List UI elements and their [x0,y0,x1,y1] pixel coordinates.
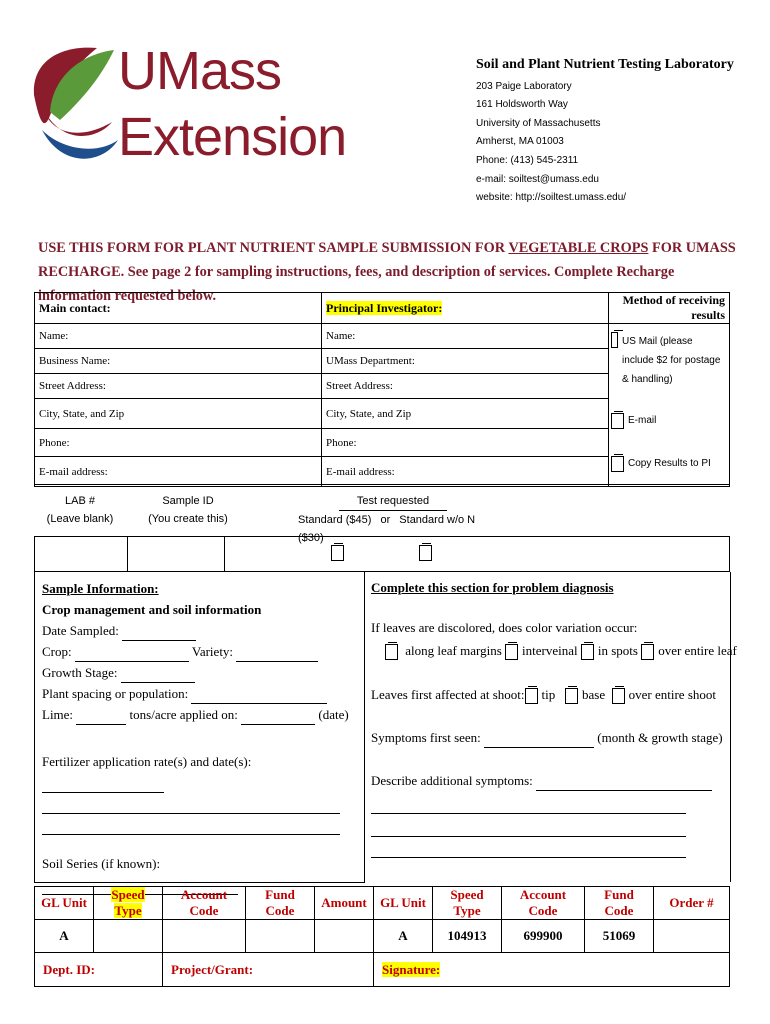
us-mail-option[interactable] [611,332,725,389]
gl-unit-cell[interactable]: A [35,920,94,953]
gl-unit-header-2: GL Unit [374,887,433,920]
sample-id-header [130,492,246,528]
pi-street-address-field[interactable]: Street Address: [322,374,609,399]
website-line: website: http://soiltest.umass.edu/ [476,192,627,204]
fund-code-header-2: Fund Code [585,887,654,920]
pi-email-field[interactable]: E-mail address: [322,457,609,487]
base-label: base [582,687,606,702]
tip-label: tip [541,687,556,702]
month-growth-hint: (month & growth stage) [597,730,723,745]
lime-date-line[interactable] [241,724,315,725]
variety-label: Variety: [191,644,234,659]
sample-entry-row [34,536,730,572]
amount-header: Amount [315,887,374,920]
describe-line[interactable] [536,790,712,791]
date-hint: (date) [318,707,349,722]
sample-info-title: Sample Information: [42,581,159,596]
growth-stage-row[interactable] [42,662,358,683]
describe-line-4[interactable] [371,837,686,858]
describe-row[interactable] [371,770,726,791]
account-code-header: Account Code [163,887,246,920]
dept-id-label: Dept. ID: [43,961,95,977]
lab-title: Soil and Plant Nutrient Testing Laboratory [476,57,734,72]
leaf-margins-checkbox[interactable] [385,644,398,660]
lab-address-block [476,56,734,208]
lab-number-header [34,492,126,528]
project-grant-cell[interactable] [163,953,374,987]
interveinal-label: interveinal [522,643,578,658]
interveinal-checkbox[interactable] [505,644,518,660]
copy-pi-option[interactable] [611,454,725,473]
lime-label: Lime: [42,707,74,722]
speed-type-header-2: Speed Type [433,887,502,920]
date-sampled-label: Date Sampled: [42,623,119,638]
account-code-header-2: Account Code [502,887,585,920]
fund-code-cell[interactable] [246,920,315,953]
fund-code-cell-2[interactable]: 51069 [585,920,654,953]
address-line: 161 Holdsworth Way [476,99,568,111]
logo-text-extension: Extension [118,107,347,167]
lime-rate-line[interactable] [76,724,126,725]
us-mail-checkbox[interactable] [611,332,618,348]
shoot-question-row [371,684,726,705]
fertilizer-line-2[interactable] [42,793,340,814]
soil-series-label: Soil Series (if known): [42,856,161,871]
amount-cell[interactable] [315,920,374,953]
address-line: University of Massachusetts [476,117,601,129]
symptoms-line[interactable] [484,747,594,748]
email-line: e-mail: soiltest@umass.edu [476,173,599,185]
email-checkbox[interactable] [611,413,624,429]
fertilizer-line-3[interactable] [42,814,340,835]
intro-text-2: FOR UMASS RECHARGE. See page 2 for sampling instructions, fees, and description of services. Complete Recharge information requested below. [38,240,736,304]
or-label: or [380,514,391,526]
business-name-field[interactable]: Business Name: [35,349,322,374]
entire-leaf-checkbox[interactable] [641,644,654,660]
speed-type-label: Speed Type [111,887,145,918]
account-code-cell-2[interactable]: 699900 [502,920,585,953]
plant-spacing-label: Plant spacing or population: [42,686,189,701]
leaves-question: If leaves are discolored, does color variation occur: [371,620,638,635]
fund-code-header: Fund Code [246,887,315,920]
address-line: 203 Paige Laboratory [476,80,572,92]
sample-info-content [42,578,358,895]
crop-label: Crop: [42,644,72,659]
pi-name-field[interactable]: Name: [322,324,609,349]
gl-unit-cell-2[interactable]: A [374,920,433,953]
diagnosis-content [371,577,737,858]
email-option[interactable] [611,411,725,430]
speed-type-header [94,887,163,920]
lime-row[interactable] [42,704,358,725]
test-requested-label: Test requested [339,492,447,511]
test-choice-cell [225,537,730,572]
symptoms-label: Symptoms first seen: [371,730,481,745]
diagnosis-title: Complete this section for problem diagnosis [371,580,614,595]
tip-checkbox[interactable] [525,688,538,704]
describe-line-2[interactable] [371,791,686,814]
intro-text: USE THIS FORM FOR PLANT NUTRIENT SAMPLE SUBMISSION FOR [38,240,509,256]
phone-line: Phone: (413) 545-2311 [476,154,579,166]
email-field[interactable]: E-mail address: [35,457,322,487]
copy-pi-checkbox[interactable] [611,456,624,472]
speed-type-cell-2[interactable]: 104913 [433,920,502,953]
method-header: Method of receiving results [609,293,730,324]
sample-info-subtitle: Crop management and soil information [42,602,262,617]
pi-label: Principal Investigator: [326,300,443,315]
umass-department-field[interactable]: UMass Department: [322,349,609,374]
method-options [609,324,730,487]
plant-spacing-row[interactable] [42,683,358,704]
lab-number-cell[interactable] [35,537,128,572]
recharge-table [34,886,730,987]
logo-text-umass: UMass [118,41,282,101]
fertilizer-line[interactable] [42,792,164,793]
date-sampled-row[interactable] [42,620,358,641]
speed-type-cell[interactable] [94,920,163,953]
symptoms-row[interactable] [371,727,726,748]
spots-checkbox[interactable] [581,644,594,660]
main-contact-header: Main contact: [35,293,322,324]
project-grant-label: Project/Grant: [171,961,254,977]
standard-wo-n-label: Standard w/o N ($30) [298,514,476,544]
fertilizer-label: Fertilizer application rate(s) and date(s): [42,754,252,769]
order-number-header: Order # [654,887,730,920]
describe-line-3[interactable] [371,814,686,837]
pi-header [322,293,609,324]
pi-phone-field[interactable]: Phone: [322,429,609,457]
us-mail-label: US Mail (please include $2 for postage & handling) [622,336,721,385]
lab-number-label: LAB # [65,495,95,507]
variety-line[interactable] [236,661,318,662]
intro-underlined: VEGETABLE CROPS [508,240,649,256]
fertilizer-row[interactable] [42,751,358,793]
base-checkbox[interactable] [565,688,578,704]
sample-id-label: Sample ID [162,495,214,507]
standard-checkbox[interactable] [331,545,344,561]
name-field[interactable]: Name: [35,324,322,349]
address-line: Amherst, MA 01003 [476,136,564,148]
account-code-cell[interactable] [163,920,246,953]
pi-city-state-zip-field[interactable]: City, State, and Zip [322,399,609,429]
entire-shoot-label: over entire shoot [628,687,716,702]
spots-label: in spots [597,643,638,658]
tons-acre-label: tons/acre applied on: [129,707,238,722]
standard-test-label: Standard ($45) [298,514,372,526]
shoot-question: Leaves first affected at shoot: [371,687,525,702]
contact-table [34,292,730,487]
dept-id-cell[interactable] [35,953,163,987]
entire-shoot-checkbox[interactable] [612,688,625,704]
copy-pi-label: Copy Results to PI [628,458,711,469]
signature-cell[interactable] [374,953,730,987]
signature-label: Signature: [382,961,441,977]
email-label: E-mail [628,415,657,426]
city-state-zip-field[interactable]: City, State, and Zip [35,399,322,429]
street-address-field[interactable]: Street Address: [35,374,322,399]
lab-number-sub: (Leave blank) [46,513,114,525]
growth-stage-label: Growth Stage: [42,665,118,680]
sample-id-sub: (You create this) [148,513,228,525]
crop-row[interactable] [42,641,358,662]
sample-id-cell[interactable] [128,537,225,572]
order-number-cell[interactable] [654,920,730,953]
leaf-margins-label: along leaf margins [405,643,502,658]
entire-leaf-label: over entire leaf [658,643,737,658]
leaf-variation-options [385,640,737,661]
standard-wo-n-checkbox[interactable] [419,545,432,561]
phone-field[interactable]: Phone: [35,429,322,457]
describe-label: Describe additional symptoms: [371,773,533,788]
gl-unit-header: GL Unit [35,887,94,920]
